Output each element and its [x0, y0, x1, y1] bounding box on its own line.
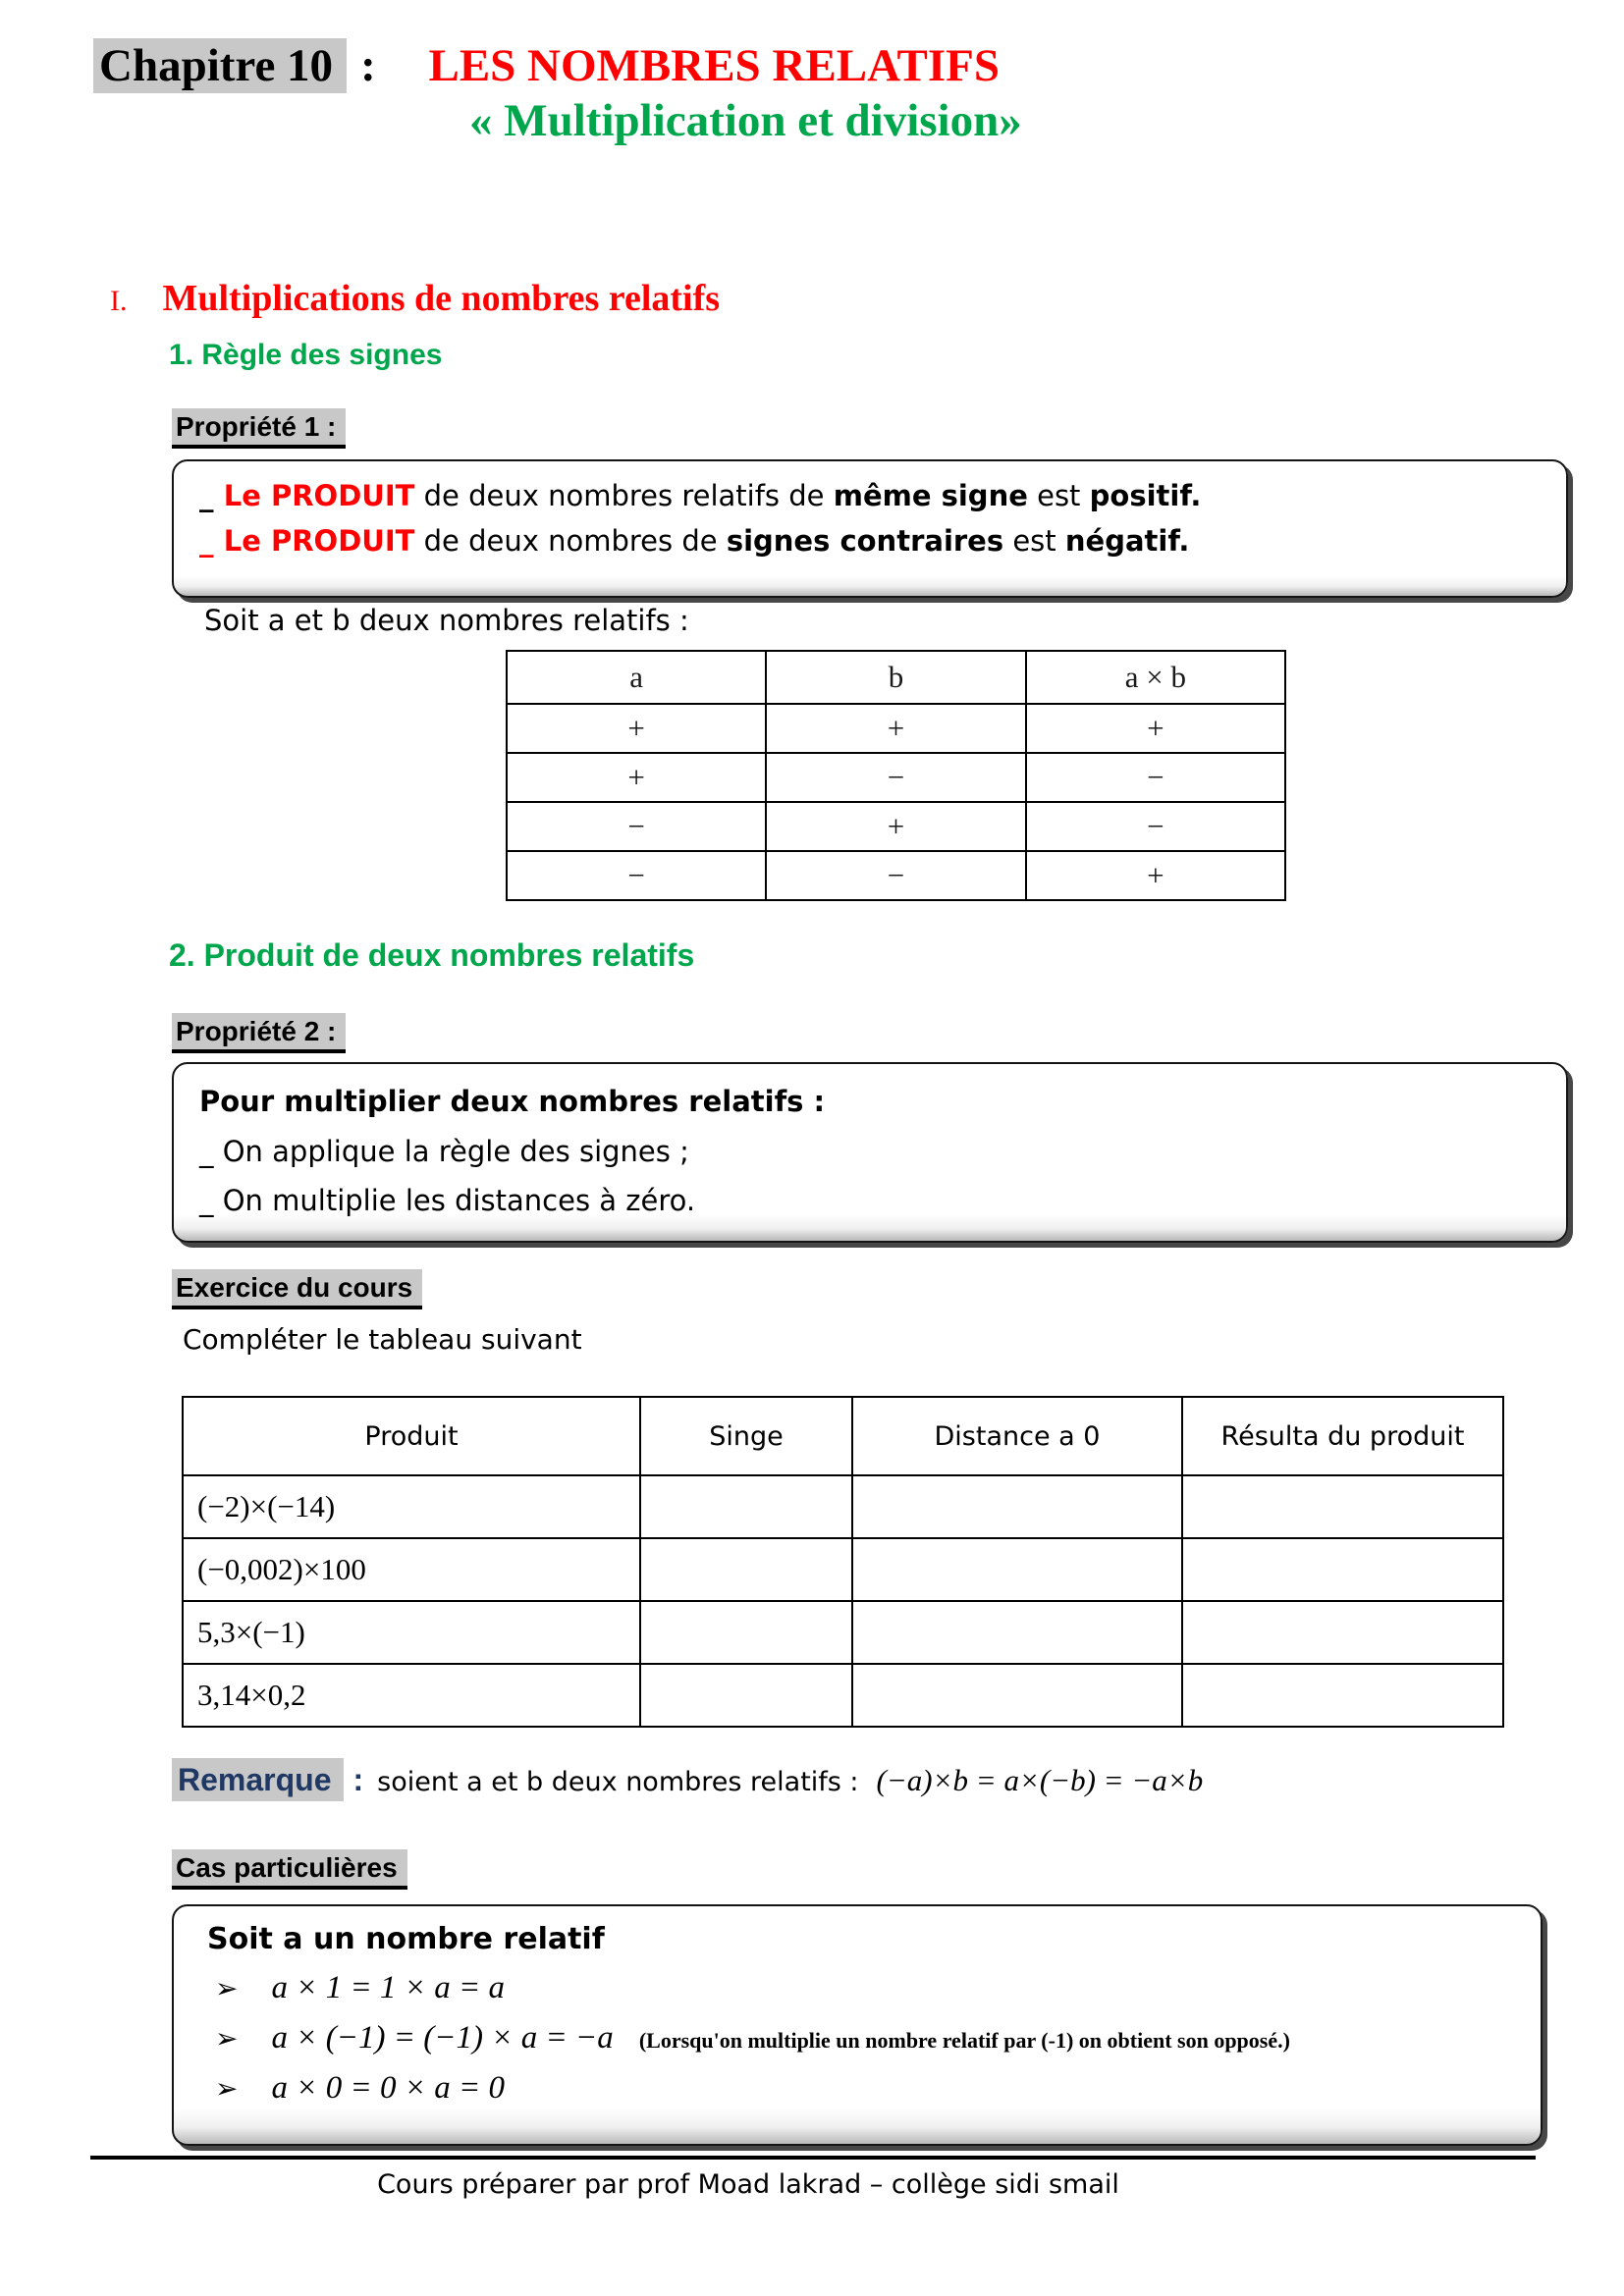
special-cases-box: [172, 1904, 1543, 2146]
arrow-bullet-icon: ➢: [215, 2074, 239, 2105]
remark-line: [172, 1762, 1203, 1798]
chapter-badge: Chapitre 10: [93, 38, 347, 93]
product-expression: 5,3×(−1): [183, 1601, 640, 1664]
page-subtitle: « Multiplication et division»: [469, 95, 1022, 146]
bold-phrase: positif.: [1089, 479, 1202, 512]
line-text: de deux nombres relatifs de: [423, 479, 825, 512]
product-expression: (−0,002)×100: [183, 1538, 640, 1601]
bold-phrase: même signe: [833, 479, 1028, 512]
sign-table-header-row: [507, 651, 1285, 704]
special-cases-label: Cas particulières: [172, 1849, 407, 1890]
special-cases-intro: Soit a un nombre relatif: [207, 1922, 605, 1956]
special-cases-label-wrap: [172, 1849, 407, 1890]
sign-cell: −: [1026, 753, 1285, 802]
empty-cell: [852, 1601, 1182, 1664]
empty-cell: [852, 1664, 1182, 1727]
property-2-line-1: _ On applique la règle des signes ;: [199, 1135, 689, 1168]
exercise-header-produit: Produit: [183, 1397, 640, 1475]
property-1-label-wrap: [172, 408, 346, 449]
product-word-red: Le PRODUIT: [223, 479, 415, 512]
sign-cell: −: [766, 851, 1025, 900]
empty-cell: [640, 1475, 852, 1538]
subsection-1-heading: 1. Règle des signes: [169, 339, 443, 371]
sign-header-b: b: [766, 651, 1025, 704]
bold-phrase: négatif.: [1064, 524, 1190, 558]
exercise-header-resultat: Résulta du produit: [1182, 1397, 1503, 1475]
empty-cell: [1182, 1475, 1503, 1538]
section-heading: [110, 277, 720, 320]
case-formula: a × 1 = 1 × a = a: [271, 1970, 506, 2005]
case-formula: a × (−1) = (−1) × a = −a: [271, 2020, 614, 2056]
sign-cell: +: [766, 704, 1025, 753]
empty-cell: [1182, 1601, 1503, 1664]
sign-cell: −: [1026, 802, 1285, 851]
arrow-bullet-icon: ➢: [215, 2024, 239, 2055]
case-note: (Lorsqu'on multiplie un nombre relatif par (-1) on obtient son opposé.): [638, 2028, 1290, 2053]
sign-cell: −: [507, 851, 766, 900]
sign-table-row: [507, 851, 1285, 900]
special-case-item: [191, 1970, 1531, 2006]
soit-ab-text: Soit a et b deux nombres relatifs :: [204, 604, 689, 637]
sign-cell: +: [1026, 851, 1285, 900]
sign-header-ab: a × b: [1026, 651, 1285, 704]
arrow-bullet-icon: ➢: [215, 1974, 239, 2004]
product-expression: (−2)×(−14): [183, 1475, 640, 1538]
chapter-colon: :: [360, 40, 376, 91]
sign-cell: −: [507, 802, 766, 851]
header-title-line: [93, 39, 1000, 92]
sign-cell: +: [766, 802, 1025, 851]
footer-note: Cours préparer par prof Moad lakrad – collège sidi smail: [377, 2169, 1119, 2200]
subsection-2-heading: 2. Produit de deux nombres relatifs: [169, 937, 695, 973]
property-2-label-wrap: [172, 1013, 346, 1053]
empty-cell: [640, 1538, 852, 1601]
exercise-row: [183, 1601, 1503, 1664]
line-text: est: [1012, 524, 1056, 558]
exercise-row: [183, 1664, 1503, 1727]
sign-table-row: [507, 704, 1285, 753]
sign-header-a: a: [507, 651, 766, 704]
property-1-label: Propriété 1 :: [172, 408, 346, 449]
sign-cell: −: [766, 753, 1025, 802]
dash-black: _: [199, 479, 215, 512]
empty-cell: [640, 1664, 852, 1727]
footer-divider: [90, 2156, 1536, 2160]
product-expression: 3,14×0,2: [183, 1664, 640, 1727]
case-formula: a × 0 = 0 × a = 0: [271, 2070, 506, 2106]
empty-cell: [640, 1601, 852, 1664]
remark-text: soient a et b deux nombres relatifs :: [377, 1767, 859, 1797]
sign-cell: +: [507, 753, 766, 802]
property-1-line-1: [199, 473, 1543, 518]
exercise-table: [182, 1396, 1504, 1728]
property-2-box: [172, 1062, 1568, 1243]
property-2-title: Pour multiplier deux nombres relatifs :: [199, 1085, 826, 1118]
line-text: de deux nombres de: [423, 524, 718, 558]
page-title: LES NOMBRES RELATIFS: [428, 40, 1001, 91]
empty-cell: [1182, 1538, 1503, 1601]
empty-cell: [852, 1538, 1182, 1601]
remark-label: Remarque: [172, 1758, 344, 1801]
exercise-header-distance: Distance a 0: [852, 1397, 1182, 1475]
property-2-line-2: _ On multiplie les distances à zéro.: [199, 1184, 696, 1217]
special-case-item: [191, 2070, 1531, 2107]
special-case-item: [191, 2020, 1531, 2056]
sign-table-row: [507, 802, 1285, 851]
exercise-header-signe: Singe: [640, 1397, 852, 1475]
sign-cell: +: [507, 704, 766, 753]
sign-table: [506, 650, 1286, 901]
remark-colon: :: [352, 1762, 364, 1797]
exercise-label-wrap: [172, 1269, 422, 1309]
exercise-row: [183, 1538, 1503, 1601]
dash-red: _: [199, 524, 215, 558]
empty-cell: [852, 1475, 1182, 1538]
exercise-row: [183, 1475, 1503, 1538]
bold-phrase: signes contraires: [726, 524, 1004, 558]
line-text: est: [1037, 479, 1081, 512]
product-word-red: Le PRODUIT: [223, 524, 415, 558]
exercise-instruction: Compléter le tableau suivant: [183, 1323, 582, 1356]
property-1-line-2: [199, 518, 1543, 563]
exercise-label: Exercice du cours: [172, 1269, 422, 1309]
sign-cell: +: [1026, 704, 1285, 753]
remark-formula: (−a)×b = a×(−b) = −a×b: [876, 1763, 1204, 1797]
property-1-box: [172, 459, 1568, 598]
section-numeral: I.: [110, 285, 128, 317]
property-2-label: Propriété 2 :: [172, 1013, 346, 1053]
exercise-header-row: [183, 1397, 1503, 1475]
empty-cell: [1182, 1664, 1503, 1727]
sign-table-row: [507, 753, 1285, 802]
section-title: Multiplications de nombres relatifs: [162, 278, 721, 319]
